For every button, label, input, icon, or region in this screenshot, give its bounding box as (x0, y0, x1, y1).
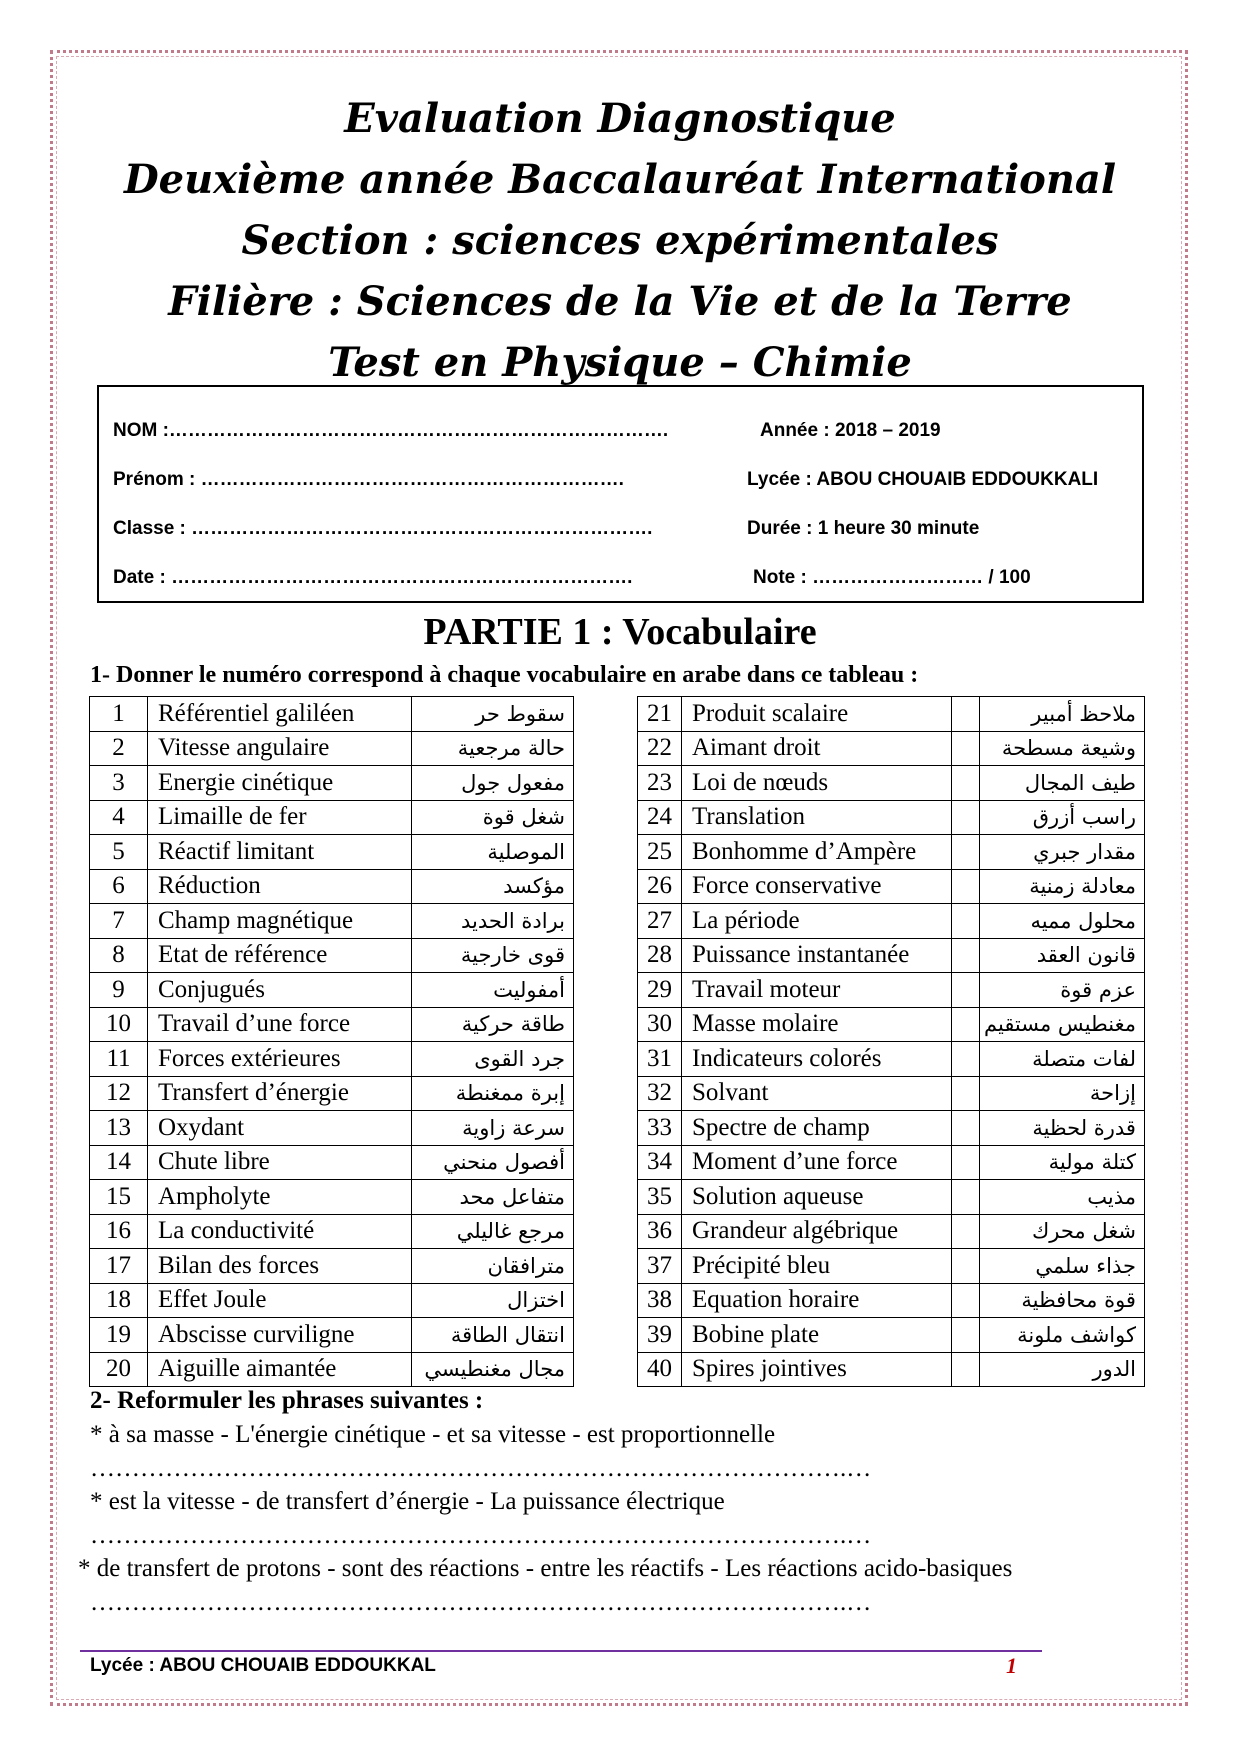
vocab-arabic: محلول مميه (980, 904, 1145, 939)
vocab-term: Forces extérieures (148, 1042, 412, 1077)
vocab-answer-cell[interactable] (952, 1111, 980, 1146)
vocab-term: Solvant (682, 1076, 952, 1111)
vocab-row (638, 1283, 1145, 1318)
vocab-term: Chute libre (148, 1145, 412, 1180)
vocab-term: Bonhomme d’Ampère (682, 835, 952, 870)
vocab-arabic: راسب أزرق (980, 800, 1145, 835)
vocab-term: La période (682, 904, 952, 939)
vocab-number: 21 (638, 697, 682, 732)
vocab-row (638, 1111, 1145, 1146)
vocab-term: Masse molaire (682, 1007, 952, 1042)
vocab-number: 28 (638, 938, 682, 973)
vocab-answer-cell[interactable] (952, 697, 980, 732)
question-1: 1- Donner le numéro correspond à chaque vocabulaire en arabe dans ce tableau : (90, 662, 919, 688)
vocab-term: Force conservative (682, 869, 952, 904)
vocab-number: 37 (638, 1249, 682, 1284)
page-number: 1 (1006, 1653, 1017, 1678)
vocab-row (638, 1180, 1145, 1215)
vocab-row (638, 697, 1145, 732)
vocab-row (90, 835, 574, 870)
title-line-2: Deuxième année Baccalauréat International (123, 156, 1117, 203)
vocab-number: 1 (90, 697, 148, 732)
vocab-answer-cell[interactable] (952, 938, 980, 973)
vocab-answer-cell[interactable] (952, 1214, 980, 1249)
vocab-term: Etat de référence (148, 938, 412, 973)
vocab-number: 30 (638, 1007, 682, 1042)
info-row-4 (113, 567, 1128, 597)
vocab-row (90, 973, 574, 1008)
duree-label: Durée : 1 heure 30 minute (747, 518, 980, 539)
prenom-field[interactable]: Prénom : …………………………………………………………. (113, 469, 624, 490)
vocab-answer-cell[interactable] (952, 1352, 980, 1387)
vocab-arabic: إزاحة (980, 1076, 1145, 1111)
vocab-answer-cell[interactable] (952, 1249, 980, 1284)
vocab-number: 40 (638, 1352, 682, 1387)
vocab-arabic: برادة الحديد (412, 904, 574, 939)
vocab-arabic: وشيعة مسطحة (980, 731, 1145, 766)
vocab-arabic: مفعول جول (412, 766, 574, 801)
vocab-answer-cell[interactable] (952, 766, 980, 801)
vocab-term: Spectre de champ (682, 1111, 952, 1146)
vocab-arabic: كواشف ملونة (980, 1318, 1145, 1353)
vocab-answer-cell[interactable] (952, 1180, 980, 1215)
vocab-arabic: إبرة ممغنطة (412, 1076, 574, 1111)
vocab-arabic: انتقال الطاقة (412, 1318, 574, 1353)
vocab-row (638, 1249, 1145, 1284)
vocab-arabic: حالة مرجعية (412, 731, 574, 766)
vocab-term: Vitesse angulaire (148, 731, 412, 766)
vocab-answer-cell[interactable] (952, 1318, 980, 1353)
vocab-number: 22 (638, 731, 682, 766)
footer-divider (80, 1650, 1042, 1652)
nom-field[interactable]: NOM :……………………………………………………………………. (113, 420, 669, 441)
vocab-term: Effet Joule (148, 1283, 412, 1318)
vocab-arabic: مجال مغنطيسي (412, 1352, 574, 1387)
vocab-number: 12 (90, 1076, 148, 1111)
vocab-term: Conjugués (148, 973, 412, 1008)
vocab-number: 14 (90, 1145, 148, 1180)
vocab-row (638, 1318, 1145, 1353)
vocab-term: Loi de nœuds (682, 766, 952, 801)
vocab-number: 8 (90, 938, 148, 973)
vocab-row (90, 1042, 574, 1077)
vocab-arabic: مرجع غاليلي (412, 1214, 574, 1249)
vocab-number: 19 (90, 1318, 148, 1353)
vocab-term: Référentiel galiléen (148, 697, 412, 732)
vocab-number: 3 (90, 766, 148, 801)
vocab-row (638, 1214, 1145, 1249)
info-row-3 (113, 518, 1128, 548)
vocab-term: Travail moteur (682, 973, 952, 1008)
vocab-arabic: سرعة زاوية (412, 1111, 574, 1146)
vocab-row (638, 1007, 1145, 1042)
vocab-answer-cell[interactable] (952, 1283, 980, 1318)
partie-1-title: PARTIE 1 : Vocabulaire (423, 611, 817, 653)
info-row-2 (113, 469, 1128, 499)
vocab-row (638, 1352, 1145, 1387)
classe-field[interactable]: Classe : ………………………………………………………………. (113, 518, 653, 539)
vocab-arabic: قوى خارجية (412, 938, 574, 973)
vocab-term: Transfert d’énergie (148, 1076, 412, 1111)
vocab-term: Ampholyte (148, 1180, 412, 1215)
vocab-row (638, 869, 1145, 904)
vocab-term: Puissance instantanée (682, 938, 952, 973)
vocab-row (90, 731, 574, 766)
vocab-number: 27 (638, 904, 682, 939)
vocab-arabic: كتلة مولية (980, 1145, 1145, 1180)
sentence-2: * est la vitesse - de transfert d’énergie - La puissance électrique (90, 1488, 725, 1515)
sentence-1: * à sa masse - L'énergie cinétique - et sa vitesse - est proportionnelle (90, 1421, 776, 1448)
title-line-5: Test en Physique – Chimie (328, 339, 912, 386)
vocab-table-right (637, 696, 1145, 1387)
vocab-term: Indicateurs colorés (682, 1042, 952, 1077)
vocab-arabic: اختزال (412, 1283, 574, 1318)
vocab-row (90, 869, 574, 904)
vocab-number: 25 (638, 835, 682, 870)
title-line-1: Evaluation Diagnostique (344, 95, 896, 142)
vocab-number: 7 (90, 904, 148, 939)
vocab-arabic: طيف المجال (980, 766, 1145, 801)
vocab-answer-cell[interactable] (952, 869, 980, 904)
vocab-term: Aimant droit (682, 731, 952, 766)
vocab-number: 16 (90, 1214, 148, 1249)
vocab-row (90, 1111, 574, 1146)
vocab-row (638, 1042, 1145, 1077)
vocab-arabic: مترافقان (412, 1249, 574, 1284)
vocab-number: 2 (90, 731, 148, 766)
vocab-arabic: مؤكسد (412, 869, 574, 904)
vocab-arabic: مذيب (980, 1180, 1145, 1215)
vocab-row (638, 1076, 1145, 1111)
vocab-row (90, 1145, 574, 1180)
vocab-number: 20 (90, 1352, 148, 1387)
vocab-term: Produit scalaire (682, 697, 952, 732)
annee-label: Année : 2018 – 2019 (760, 420, 941, 441)
vocab-arabic: شغل محرك (980, 1214, 1145, 1249)
vocab-row (90, 904, 574, 939)
vocab-answer-cell[interactable] (952, 973, 980, 1008)
vocab-arabic: ملاحظ أمبير (980, 697, 1145, 732)
vocab-number: 9 (90, 973, 148, 1008)
vocab-row (90, 938, 574, 973)
answer-line-2[interactable]: ……………………………………………………………………………….… (90, 1522, 872, 1549)
vocab-arabic: طاقة حركية (412, 1007, 574, 1042)
vocab-row (638, 1145, 1145, 1180)
vocab-row (90, 1180, 574, 1215)
vocab-answer-cell[interactable] (952, 904, 980, 939)
vocab-arabic: قدرة لحظية (980, 1111, 1145, 1146)
vocab-number: 39 (638, 1318, 682, 1353)
vocab-row (638, 731, 1145, 766)
vocab-number: 18 (90, 1283, 148, 1318)
vocab-arabic: أمفوليت (412, 973, 574, 1008)
vocab-row (638, 938, 1145, 973)
vocab-number: 34 (638, 1145, 682, 1180)
vocab-arabic: جذاء سلمي (980, 1249, 1145, 1284)
vocab-arabic: مقدار جبري (980, 835, 1145, 870)
vocab-term: La conductivité (148, 1214, 412, 1249)
sentence-3: * de transfert de protons - sont des réactions - entre les réactifs - Les réactions acido-basiques (78, 1555, 1013, 1582)
vocab-arabic: سقوط حر (412, 697, 574, 732)
vocab-arabic: متفاعل محد (412, 1180, 574, 1215)
vocab-term: Equation horaire (682, 1283, 952, 1318)
vocab-number: 23 (638, 766, 682, 801)
date-field[interactable]: Date : ………………………………………………………………. (113, 567, 633, 588)
vocab-term: Bilan des forces (148, 1249, 412, 1284)
vocab-row (90, 800, 574, 835)
vocab-row (638, 973, 1145, 1008)
vocab-row (638, 904, 1145, 939)
vocab-arabic: أفصول منحني (412, 1145, 574, 1180)
vocab-answer-cell[interactable] (952, 1042, 980, 1077)
vocab-number: 35 (638, 1180, 682, 1215)
vocab-number: 29 (638, 973, 682, 1008)
vocab-number: 33 (638, 1111, 682, 1146)
vocab-term: Abscisse curviligne (148, 1318, 412, 1353)
vocab-number: 26 (638, 869, 682, 904)
vocab-number: 36 (638, 1214, 682, 1249)
vocab-answer-cell[interactable] (952, 1007, 980, 1042)
vocab-arabic: جرد القوى (412, 1042, 574, 1077)
vocab-arabic: قانون العقد (980, 938, 1145, 973)
title-line-3: Section : sciences expérimentales (241, 217, 999, 264)
student-info-box (97, 385, 1144, 603)
vocab-arabic: شغل قوة (412, 800, 574, 835)
vocab-row (638, 800, 1145, 835)
vocab-answer-cell[interactable] (952, 835, 980, 870)
vocab-answer-cell[interactable] (952, 1076, 980, 1111)
vocab-term: Réactif limitant (148, 835, 412, 870)
vocab-number: 6 (90, 869, 148, 904)
vocab-arabic: عزم قوة (980, 973, 1145, 1008)
vocab-row (90, 766, 574, 801)
vocab-term: Oxydant (148, 1111, 412, 1146)
vocab-arabic: الدور (980, 1352, 1145, 1387)
vocab-term: Bobine plate (682, 1318, 952, 1353)
vocab-number: 31 (638, 1042, 682, 1077)
vocab-number: 4 (90, 800, 148, 835)
vocab-term: Grandeur algébrique (682, 1214, 952, 1249)
vocab-row (90, 1352, 574, 1387)
footer-lycee: Lycée : ABOU CHOUAIB EDDOUKKAL (90, 1655, 436, 1676)
vocab-term: Réduction (148, 869, 412, 904)
vocab-number: 10 (90, 1007, 148, 1042)
lycee-label: Lycée : ABOU CHOUAIB EDDOUKKALI (747, 469, 1099, 490)
vocab-number: 32 (638, 1076, 682, 1111)
vocab-number: 15 (90, 1180, 148, 1215)
vocab-number: 17 (90, 1249, 148, 1284)
vocab-term: Aiguille aimantée (148, 1352, 412, 1387)
vocab-number: 24 (638, 800, 682, 835)
question-2: 2- Reformuler les phrases suivantes : (90, 1387, 484, 1414)
vocab-answer-cell[interactable] (952, 1145, 980, 1180)
vocab-arabic: لفات متصلة (980, 1042, 1145, 1077)
vocab-table-left (89, 696, 574, 1387)
vocab-row (90, 1249, 574, 1284)
vocab-arabic: معادلة زمنية (980, 869, 1145, 904)
vocab-row (90, 1214, 574, 1249)
title-line-4: Filière : Sciences de la Vie et de la Terre (168, 278, 1072, 325)
vocab-term: Moment d’une force (682, 1145, 952, 1180)
vocab-row (638, 766, 1145, 801)
vocab-answer-cell[interactable] (952, 731, 980, 766)
answer-line-1[interactable]: ……………………………………………………………………………….… (90, 1455, 872, 1482)
vocab-term: Travail d’une force (148, 1007, 412, 1042)
vocab-number: 13 (90, 1111, 148, 1146)
vocab-arabic: قوة محافظية (980, 1283, 1145, 1318)
vocab-term: Energie cinétique (148, 766, 412, 801)
vocab-row (90, 1076, 574, 1111)
vocab-row (90, 1007, 574, 1042)
info-row-1 (113, 420, 1128, 450)
vocab-term: Solution aqueuse (682, 1180, 952, 1215)
vocab-number: 5 (90, 835, 148, 870)
vocab-row (90, 697, 574, 732)
vocab-term: Précipité bleu (682, 1249, 952, 1284)
vocab-row (638, 835, 1145, 870)
title-block (60, 88, 1180, 393)
note-field[interactable]: Note : ……………………… / 100 (753, 567, 1031, 588)
vocab-row (90, 1283, 574, 1318)
answer-line-3[interactable]: ……………………………………………………………………………….… (90, 1589, 872, 1616)
vocab-term: Limaille de fer (148, 800, 412, 835)
vocab-number: 11 (90, 1042, 148, 1077)
vocab-arabic: مغنطيس مستقيم (980, 1007, 1145, 1042)
vocab-term: Spires jointives (682, 1352, 952, 1387)
vocab-row (90, 1318, 574, 1353)
vocab-number: 38 (638, 1283, 682, 1318)
vocab-term: Champ magnétique (148, 904, 412, 939)
vocab-arabic: الموصلية (412, 835, 574, 870)
vocab-term: Translation (682, 800, 952, 835)
vocab-answer-cell[interactable] (952, 800, 980, 835)
